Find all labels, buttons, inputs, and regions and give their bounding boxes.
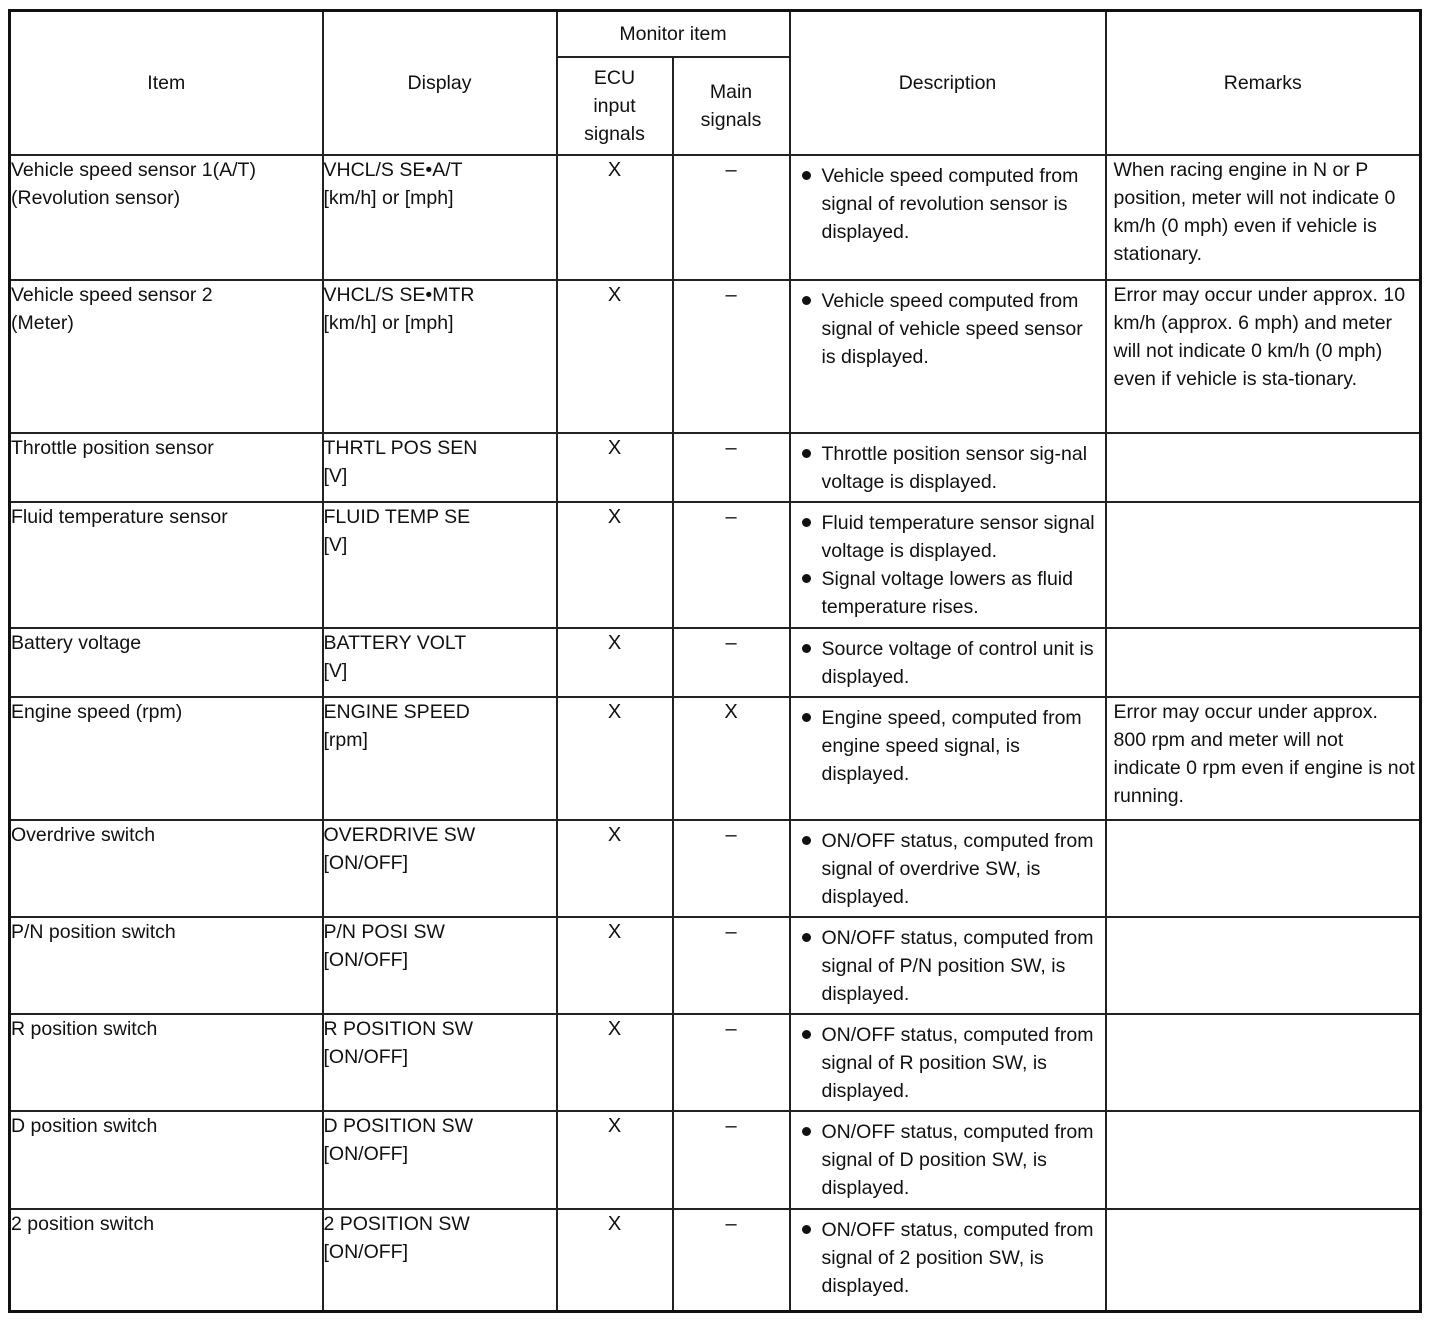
item-line: (Revolution sensor) <box>11 187 181 209</box>
description-list <box>791 821 1105 911</box>
display-line: [V] <box>323 534 348 556</box>
bullet-icon <box>802 713 811 722</box>
display-line: FLUID TEMP SE <box>323 506 471 528</box>
description-list <box>791 503 1105 621</box>
remarks-text: Error may occur under approx. 800 rpm and meter will not indicate 0 rpm even if engine is not running. <box>1113 701 1415 807</box>
cell-description <box>790 433 1106 502</box>
cell-display <box>323 697 557 820</box>
cell-display <box>323 917 557 1014</box>
cell-remarks <box>1106 917 1421 1014</box>
table-row <box>10 1014 1421 1111</box>
item-line: D position switch <box>11 1115 158 1137</box>
dash-mark: – <box>725 632 737 654</box>
x-mark: X <box>607 701 622 723</box>
description-item <box>799 162 1099 246</box>
cell-description <box>790 280 1106 433</box>
item-line: Throttle position sensor <box>11 437 214 459</box>
display-line: D POSITION SW <box>323 1115 474 1137</box>
display-line: [km/h] or [mph] <box>323 312 454 334</box>
display-line: [ON/OFF] <box>323 1241 408 1263</box>
description-text: Throttle position sensor sig-nal voltage is displayed. <box>821 443 1088 493</box>
cell-description <box>790 1209 1106 1311</box>
description-item <box>799 1118 1099 1202</box>
cell-main-signal <box>673 1209 790 1311</box>
description-text: ON/OFF status, computed from signal of D position SW, is displayed. <box>821 1121 1094 1199</box>
cell-main-signal <box>673 155 790 280</box>
cell-ecu-input-signal <box>557 433 673 502</box>
cell-main-signal <box>673 433 790 502</box>
dash-mark: – <box>725 284 737 306</box>
description-item <box>799 509 1099 565</box>
bullet-icon <box>802 836 811 845</box>
header-description: Description <box>790 11 1106 156</box>
bullet-icon <box>802 171 811 180</box>
cell-remarks <box>1106 628 1421 697</box>
bullet-icon <box>802 1127 811 1136</box>
item-line: Vehicle speed sensor 2 <box>11 284 213 306</box>
cell-main-signal <box>673 697 790 820</box>
cell-remarks <box>1106 820 1421 917</box>
display-line: BATTERY VOLT <box>323 632 467 654</box>
cell-description <box>790 820 1106 917</box>
cell-item <box>10 1014 323 1111</box>
display-line: P/N POSI SW <box>323 921 445 943</box>
item-line: (Meter) <box>11 312 74 334</box>
cell-remarks <box>1106 433 1421 502</box>
remarks-text: When racing engine in N or P position, meter will not indicate 0 km/h (0 mph) even if vehicle is stationary. <box>1113 159 1396 265</box>
display-line: [rpm] <box>323 729 368 751</box>
header-ecu-input-signals: ECU input signals <box>557 57 673 155</box>
display-line: [ON/OFF] <box>323 949 408 971</box>
description-text: ON/OFF status, computed from signal of P/N position SW, is displayed. <box>821 927 1094 1005</box>
description-item <box>799 1021 1099 1105</box>
cell-main-signal <box>673 917 790 1014</box>
cell-display <box>323 280 557 433</box>
dash-mark: – <box>725 506 737 528</box>
bullet-icon <box>802 1030 811 1039</box>
cell-remarks <box>1106 1014 1421 1111</box>
description-text: Vehicle speed computed from signal of revolution sensor is displayed. <box>821 165 1079 243</box>
cell-ecu-input-signal <box>557 820 673 917</box>
cell-main-signal <box>673 1014 790 1111</box>
display-line: VHCL/S SE•A/T <box>323 159 463 181</box>
header-main-signals: Main signals <box>673 57 790 155</box>
item-line: Vehicle speed sensor 1(A/T) <box>11 159 256 181</box>
cell-description <box>790 1014 1106 1111</box>
display-line: [ON/OFF] <box>323 1143 408 1165</box>
display-line: VHCL/S SE•MTR <box>323 284 475 306</box>
cell-item <box>10 280 323 433</box>
display-line: [V] <box>323 660 348 682</box>
monitor-item-table <box>8 9 1422 1313</box>
item-line: Fluid temperature sensor <box>11 506 228 528</box>
description-text: Vehicle speed computed from signal of vehicle speed sensor is displayed. <box>821 290 1083 368</box>
x-mark: X <box>607 1115 622 1137</box>
description-text: ON/OFF status, computed from signal of overdrive SW, is displayed. <box>821 830 1094 908</box>
table-row <box>10 280 1421 433</box>
x-mark: X <box>607 632 622 654</box>
cell-main-signal <box>673 502 790 628</box>
x-mark: X <box>607 1018 622 1040</box>
description-list <box>791 918 1105 1008</box>
table-body <box>10 155 1421 1311</box>
description-item <box>799 635 1099 691</box>
cell-remarks <box>1106 1209 1421 1311</box>
cell-ecu-input-signal <box>557 280 673 433</box>
cell-item <box>10 433 323 502</box>
dash-mark: – <box>725 921 737 943</box>
table-row <box>10 433 1421 502</box>
item-line: Engine speed (rpm) <box>11 701 183 723</box>
table-row <box>10 1209 1421 1311</box>
x-mark: X <box>607 159 622 181</box>
remarks-text: Error may occur under approx. 10 km/h (approx. 6 mph) and meter will not indicate 0 km/h (0 mph) even if vehicle is sta-tionary. <box>1113 284 1406 390</box>
cell-item <box>10 697 323 820</box>
description-list <box>791 434 1105 496</box>
header-display: Display <box>323 11 557 156</box>
cell-ecu-input-signal <box>557 628 673 697</box>
cell-display <box>323 1014 557 1111</box>
cell-remarks <box>1106 502 1421 628</box>
cell-item <box>10 502 323 628</box>
cell-description <box>790 917 1106 1014</box>
cell-item <box>10 1111 323 1209</box>
description-item <box>799 704 1099 788</box>
cell-ecu-input-signal <box>557 697 673 820</box>
description-text: ON/OFF status, computed from signal of R position SW, is displayed. <box>821 1024 1094 1102</box>
description-list <box>791 1015 1105 1105</box>
description-list <box>791 156 1105 246</box>
display-line: OVERDRIVE SW <box>323 824 476 846</box>
table-row <box>10 502 1421 628</box>
item-line: P/N position switch <box>11 921 176 943</box>
description-list <box>791 1112 1105 1202</box>
table-row <box>10 1111 1421 1209</box>
cell-item <box>10 917 323 1014</box>
cell-ecu-input-signal <box>557 1014 673 1111</box>
bullet-icon <box>802 296 811 305</box>
x-mark: X <box>607 506 622 528</box>
cell-display <box>323 155 557 280</box>
description-item <box>799 440 1099 496</box>
description-text: Engine speed, computed from engine speed signal, is displayed. <box>821 707 1082 785</box>
dash-mark: – <box>725 1115 737 1137</box>
display-line: [km/h] or [mph] <box>323 187 454 209</box>
cell-display <box>323 820 557 917</box>
table-row <box>10 820 1421 917</box>
cell-item <box>10 820 323 917</box>
bullet-icon <box>802 933 811 942</box>
description-item <box>799 827 1099 911</box>
description-text: ON/OFF status, computed from signal of 2 position SW, is displayed. <box>821 1219 1094 1297</box>
table-row <box>10 697 1421 820</box>
x-mark: X <box>607 921 622 943</box>
cell-remarks <box>1106 1111 1421 1209</box>
description-list <box>791 698 1105 788</box>
cell-ecu-input-signal <box>557 155 673 280</box>
dash-mark: – <box>725 159 737 181</box>
display-line: ENGINE SPEED <box>323 701 470 723</box>
cell-display <box>323 1209 557 1311</box>
table-row <box>10 917 1421 1014</box>
header-remarks: Remarks <box>1106 11 1421 156</box>
table-row <box>10 628 1421 697</box>
dash-mark: – <box>725 824 737 846</box>
cell-description <box>790 628 1106 697</box>
description-item <box>799 1216 1099 1300</box>
cell-display <box>323 433 557 502</box>
cell-display <box>323 628 557 697</box>
display-line: THRTL POS SEN <box>323 437 478 459</box>
description-list <box>791 281 1105 371</box>
cell-ecu-input-signal <box>557 1209 673 1311</box>
header-item: Item <box>10 11 323 156</box>
cell-ecu-input-signal <box>557 502 673 628</box>
cell-item <box>10 155 323 280</box>
cell-main-signal <box>673 1111 790 1209</box>
cell-item <box>10 628 323 697</box>
table-row <box>10 155 1421 280</box>
cell-remarks <box>1106 280 1421 433</box>
display-line: R POSITION SW <box>323 1018 474 1040</box>
x-mark: X <box>607 824 622 846</box>
x-mark: X <box>724 701 738 723</box>
item-line: Battery voltage <box>11 632 142 654</box>
cell-main-signal <box>673 280 790 433</box>
display-line: [V] <box>323 465 348 487</box>
x-mark: X <box>607 437 622 459</box>
bullet-icon <box>802 574 811 583</box>
cell-ecu-input-signal <box>557 1111 673 1209</box>
cell-description <box>790 502 1106 628</box>
description-item <box>799 287 1099 371</box>
item-line: R position switch <box>11 1018 158 1040</box>
x-mark: X <box>607 1213 622 1235</box>
item-line: Overdrive switch <box>11 824 156 846</box>
description-list <box>791 1210 1105 1300</box>
cell-remarks <box>1106 155 1421 280</box>
cell-main-signal <box>673 820 790 917</box>
description-item <box>799 565 1099 621</box>
dash-mark: – <box>725 1213 737 1235</box>
description-text: Source voltage of control unit is displayed. <box>821 638 1094 688</box>
cell-display <box>323 1111 557 1209</box>
dash-mark: – <box>725 1018 737 1040</box>
cell-item <box>10 1209 323 1311</box>
bullet-icon <box>802 449 811 458</box>
description-text: Fluid temperature sensor signal voltage is displayed. <box>821 512 1095 562</box>
display-line: [ON/OFF] <box>323 852 408 874</box>
cell-main-signal <box>673 628 790 697</box>
bullet-icon <box>802 644 811 653</box>
bullet-icon <box>802 518 811 527</box>
x-mark: X <box>607 284 622 306</box>
display-line: [ON/OFF] <box>323 1046 408 1068</box>
description-item <box>799 924 1099 1008</box>
cell-description <box>790 697 1106 820</box>
dash-mark: – <box>725 437 737 459</box>
item-line: 2 position switch <box>11 1213 155 1235</box>
cell-remarks <box>1106 697 1421 820</box>
header-monitor-item: Monitor item <box>557 11 790 58</box>
bullet-icon <box>802 1225 811 1234</box>
display-line: 2 POSITION SW <box>323 1213 470 1235</box>
cell-display <box>323 502 557 628</box>
cell-description <box>790 155 1106 280</box>
description-text: Signal voltage lowers as fluid temperature rises. <box>821 568 1073 618</box>
description-list <box>791 629 1105 691</box>
cell-ecu-input-signal <box>557 917 673 1014</box>
cell-description <box>790 1111 1106 1209</box>
